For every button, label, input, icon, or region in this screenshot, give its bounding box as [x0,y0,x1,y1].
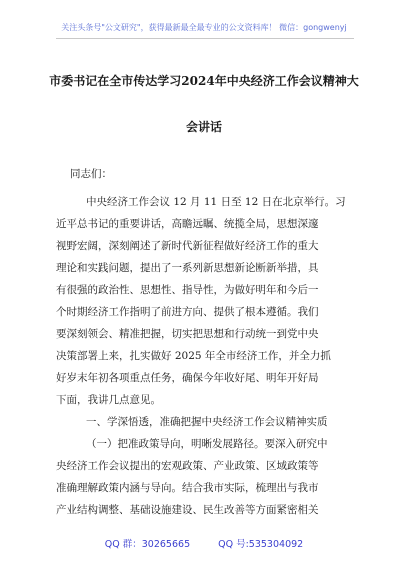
body-line: （一）把准政策导向，明晰发展路径。要深入研究中 [86,438,328,450]
body-line: 理论和实践问题，提出了一系列新思想新论断新举措，具 [56,262,319,274]
body-line: 决策部署上来，扎实做好 2025 年全市经济工作，并全力抓 [56,350,331,362]
body-line: 准确理解政策内涵与导向。结合我市实际，梳理出与我市 [56,482,319,494]
header-divider [56,38,354,39]
section-heading: 一、学深悟透，准确把握中央经济工作会议精神实质 [86,416,328,428]
body-line: 下面，我讲几点意见。 [56,394,161,406]
body-line: 个时期经济工作指明了前进方向、提供了根本遵循。我们 [56,306,319,318]
body-line: 近平总书记的重要讲话，高瞻远瞩、统揽全局，思想深邃 [56,218,319,230]
footer-contact [0,536,408,550]
header-banner: 关注头条号"公文研究"，获得最新最全最专业的公文资料库！ 微信：gongwenyj [61,23,347,32]
body-line: 好岁末年初各项重点任务，确保今年收好尾、明年开好局 [56,372,319,384]
body-line: 视野宏阔，深刻阐述了新时代新征程做好经济工作的重大 [56,240,319,252]
greeting: 同志们： [70,168,112,180]
document-title-line-1: 市委书记在全市传达学习2024年中央经济工作会议精神大 [49,74,359,88]
body-line: 央经济工作会议提出的宏观政策、产业政策、区域政策等 [56,460,319,472]
footer-qq-number: QQ 号:535304092 [218,539,304,550]
body-line: 要深刻领会、精准把握，切实把思想和行动统一到党中央 [56,328,319,340]
body-line: 有很强的政治性、思想性、指导性，为做好明年和今后一 [56,284,319,296]
body-line: 产业结构调整、基础设施建设、民生改善等方面紧密相关 [56,504,319,516]
footer-qq-group: QQ 群：30265665 [104,539,191,550]
body-line: 中央经济工作会议 12 月 11 日至 12 日在北京举行。习 [86,196,346,208]
document-title-line-2: 会讲话 [185,120,222,134]
